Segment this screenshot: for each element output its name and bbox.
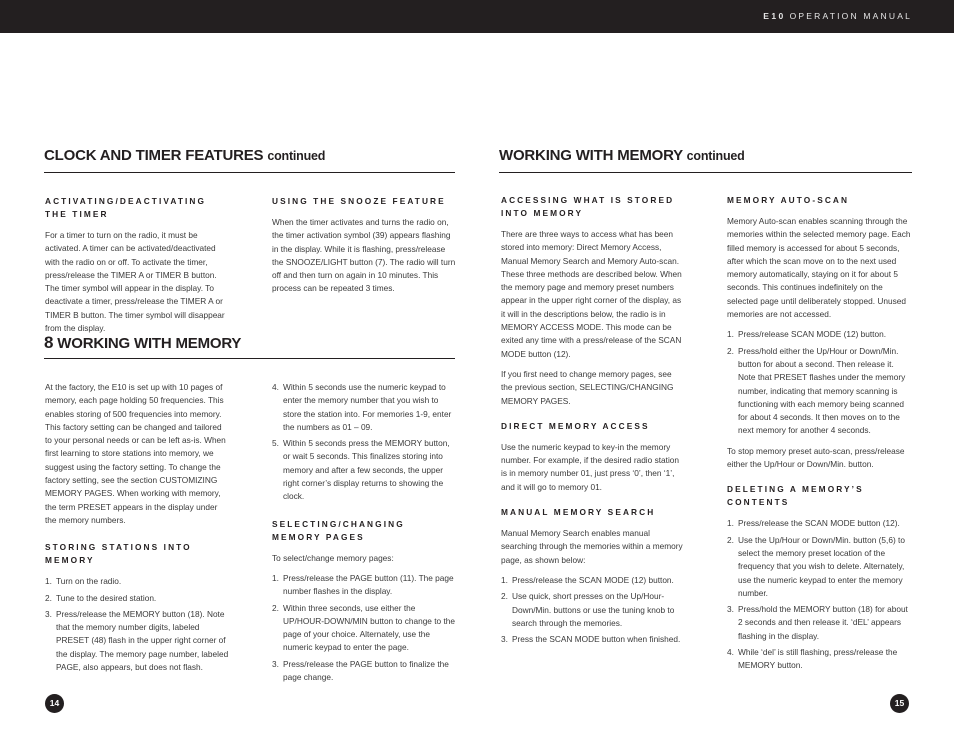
activating-section [45, 195, 230, 342]
paragraph: To stop memory preset auto-scan, press/release either the Up/Hour or Down/Min. button. [727, 445, 905, 470]
list-item: 1. Press/release the SCAN MODE (12) button. [501, 574, 674, 585]
subheading: DELETING A MEMORY’S CONTENTS [727, 484, 864, 508]
deleting-steps [727, 517, 911, 672]
memory-right-column [272, 381, 456, 691]
paragraph: For a timer to turn on the radio, it must be activated. A timer can be activated/deactivated with the radio on or off. To activate the timer, press/release the TIMER A or TIMER B button. The timer symbol will appear in the display. To deactivate a timer, press/release the TIMER A or TIMER B button. The timer symbol will disappear from the display. [45, 230, 225, 334]
subheading: MEMORY AUTO-SCAN [727, 195, 850, 205]
heading-continued: continued [267, 149, 326, 163]
snooze-section [272, 195, 456, 303]
list-item: 1. Turn on the radio. [45, 576, 122, 587]
paragraph: If you first need to change memory pages, see the previous section, SELECTING/CHANGING MEMORY PAGES. [501, 368, 674, 406]
subheading: STORING STATIONS INTO MEMORY [45, 542, 192, 566]
paragraph: Use the numeric keypad to key-in the memory number. For example, if the desired radio station is in memory number 01, just press ‘0’, then ‘1’, and it will go to memory 01. [501, 441, 680, 492]
list-item: 3. Press/release the MEMORY button (18). Note that the memory number digits, labeled PRESET (48) flash in the upper right corner of the display. The memory page number, labeled PAGE, also appears, but does not flash. [45, 608, 229, 673]
list-item: 2. Press/hold either the Up/Hour or Down/Min. button for about a second. Then release it. Note that PRESET flashes under the memory number, indicating that memory scanning is functioning with each memory being scanned for about 4 seconds. It then moves on to the next memory for another 4 seconds. [727, 345, 906, 436]
subheading: ACTIVATING/DEACTIVATING THE TIMER [45, 196, 207, 219]
heading-main: WORKING WITH MEMORY [57, 335, 242, 352]
header-bar [0, 0, 954, 33]
list-item: 2. Tune to the desired station. [45, 592, 157, 603]
list-item: 3. Press/release the PAGE button to finalize the page change. [272, 658, 449, 683]
paragraph: Memory Auto-scan enables scanning through the memories within the selected memory page. Each filled memory is accessed for about 5 seconds, after which the scan move on to the next used memory automatically, staying on it for about 5 seconds. This continues indefinitely on the selected page until deliberately stopped. Unused memories are not accessed. [727, 216, 911, 320]
list-item: 3. Press/hold the MEMORY button (18) for about 2 seconds and then release it. ‘dEL’ appears flashing in the display. [727, 604, 908, 641]
autoscan-steps [727, 328, 911, 437]
list-item: 2. Within three seconds, use either the UP/HOUR-DOWN/MIN button to change to the page of your choice. Alternately, use the numeric keypad to enter the page. [272, 602, 455, 653]
heading-rule [499, 172, 912, 173]
operation-manual-label: OPERATION MANUAL [789, 11, 912, 21]
paragraph: To select/change memory pages: [272, 552, 394, 563]
subheading: MANUAL MEMORY SEARCH [501, 507, 656, 518]
autoscan-column [727, 194, 911, 680]
heading-rule [44, 172, 455, 173]
access-column [501, 194, 685, 653]
storing-steps-continued [272, 381, 456, 504]
list-item: 1. Press/release SCAN MODE (12) button. [727, 329, 887, 340]
subheading: ACCESSING WHAT IS STORED INTO MEMORY [501, 195, 675, 218]
working-memory-continued-heading [499, 147, 745, 164]
memory-left-column [45, 381, 230, 681]
subheading: DIRECT MEMORY ACCESS [501, 420, 650, 431]
paragraph: There are three ways to access what has been stored into memory: Direct Memory Access, Manual Memory Search and Memory Auto-scan. These three methods are described below. When the memory page and memory preset numbers appear in the upper right corner of the display, as it will in the descriptions below, the radio is in MEMORY ACCESS MODE. This mode can be exited any time with a press/release of the SCAN MODE button (12). [501, 229, 682, 359]
list-item: 1. Press/release the PAGE button (11). The page number flashes in the display. [272, 572, 454, 597]
working-memory-heading [44, 333, 241, 353]
selecting-steps [272, 572, 456, 684]
manual-steps [501, 574, 685, 646]
intro-paragraph: At the factory, the E10 is set up with 10 pages of memory, each page holding 50 frequencies. This enables storing of 500 frequencies into memory. This factory setting can be changed and tailored to your personal needs or can be left as-is. When first learning to store stations into memory, we suggest using the factory setting. To change the factory setting, see the section CUSTOMIZING MEMORY PAGES. When working with memory, the term PRESET appears in the display under the memory numbers. [45, 382, 226, 525]
heading-main: CLOCK AND TIMER FEATURES [44, 147, 264, 164]
list-item: 3. Press the SCAN MODE button when finished. [501, 634, 681, 645]
list-item: 2. Use the Up/Hour or Down/Min. button (5,6) to select the memory preset location of the frequency that you wish to delete. Alternately, use the numeric keypad to enter the memory number. [727, 534, 905, 598]
paragraph: Manual Memory Search enables manual searching through the memories within a memory page, as shown below: [501, 528, 683, 565]
heading-continued: continued [686, 149, 745, 163]
section-number: 8 [44, 333, 54, 352]
list-item: 2. Use quick, short presses on the Up/Hour-Down/Min. buttons or use the tuning knob to search through the memories. [501, 591, 675, 628]
subheading: USING THE SNOOZE FEATURE [272, 196, 446, 206]
list-item: 4. While ‘del’ is still flashing, press/release the MEMORY button. [727, 647, 898, 671]
manual-title [763, 11, 912, 21]
paragraph: When the timer activates and turns the radio on, the timer activation symbol (39) appears flashing in the display. While it is flashing, press/release the SNOOZE/LIGHT button (7). The radio will turn off and then turn on again in 10 minutes. This process can be repeated 3 times. [272, 217, 456, 294]
product-name: E10 [763, 11, 786, 21]
clock-timer-heading [44, 147, 325, 164]
list-item: 4. Within 5 seconds use the numeric keypad to enter the memory number that you wish to store the station into. For memories 1-9, enter the numbers as 01 – 09. [272, 382, 452, 432]
page-number-right: 15 [890, 694, 909, 713]
subheading: SELECTING/CHANGING MEMORY PAGES [272, 518, 405, 542]
heading-rule [44, 358, 455, 359]
page-number-left: 14 [45, 694, 64, 713]
storing-steps [45, 575, 230, 674]
list-item: 1. Press/release the SCAN MODE button (12). [727, 518, 900, 529]
list-item: 5. Within 5 seconds press the MEMORY button, or wait 5 seconds. This finalizes storing into memory and after a few seconds, the upper right corner’s display returns to showing the clock. [272, 438, 450, 502]
heading-main: WORKING WITH MEMORY [499, 147, 683, 164]
